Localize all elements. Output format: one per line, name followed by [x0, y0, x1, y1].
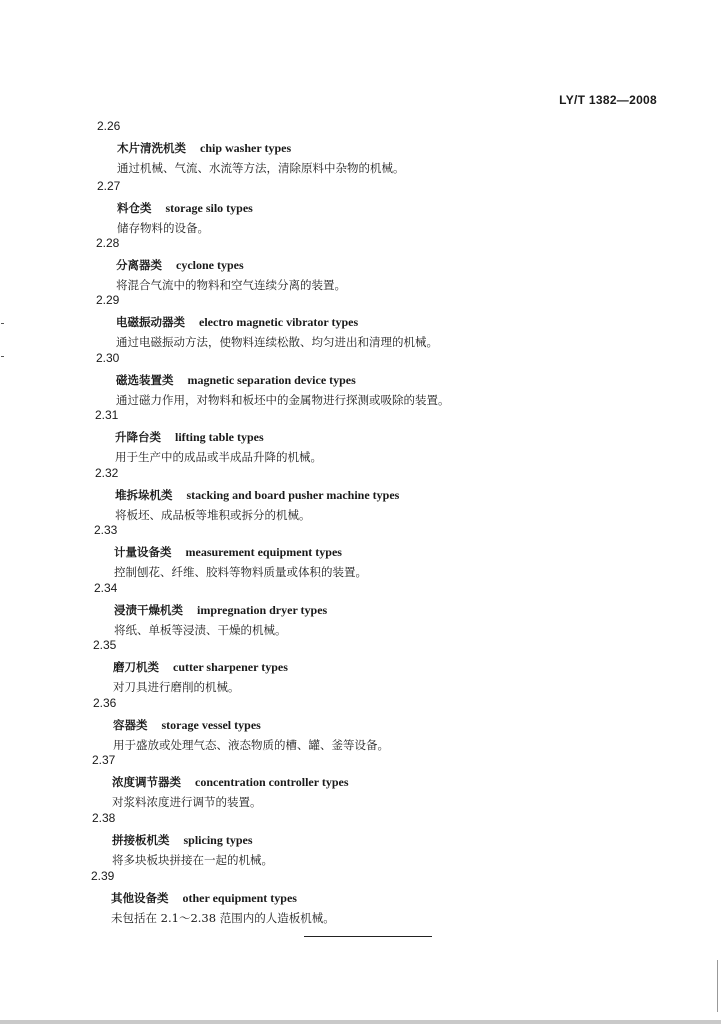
term-definition: 将纸、单板等浸渍、干燥的机械。	[114, 623, 287, 637]
term-english: measurement equipment types	[185, 545, 342, 559]
term-heading	[112, 774, 349, 790]
term-number: 2.35	[93, 638, 117, 652]
term-chinese: 磨刀机类	[113, 660, 159, 674]
standard-code-header: LY/T 1382—2008	[559, 93, 657, 107]
term-definition: 对浆料浓度进行调节的装置。	[112, 795, 262, 809]
term-english: splicing types	[183, 833, 253, 847]
term-english: storage silo types	[165, 201, 253, 215]
term-english: cutter sharpener types	[173, 660, 288, 674]
term-chinese: 磁选装置类	[116, 373, 174, 387]
term-english: electro magnetic vibrator types	[199, 315, 359, 329]
term-chinese: 浸渍干燥机类	[114, 603, 183, 617]
term-number: 2.34	[94, 581, 118, 595]
scan-edge-mark	[1, 323, 4, 324]
term-english: magnetic separation device types	[187, 373, 356, 387]
scan-edge-mark	[1, 356, 4, 357]
term-english: lifting table types	[175, 430, 264, 444]
term-english: impregnation dryer types	[197, 603, 328, 617]
term-english: concentration controller types	[195, 775, 349, 789]
term-number: 2.30	[96, 351, 120, 365]
term-heading	[113, 659, 288, 675]
term-chinese: 其他设备类	[111, 891, 169, 905]
term-number: 2.38	[92, 811, 116, 825]
term-english: stacking and board pusher machine types	[186, 488, 400, 502]
term-definition: 用于生产中的成品或半成品升降的机械。	[115, 450, 322, 464]
term-heading	[115, 487, 399, 503]
term-heading	[115, 429, 264, 445]
term-chinese: 计量设备类	[114, 545, 172, 559]
term-number: 2.39	[91, 869, 115, 883]
term-english: other equipment types	[182, 891, 297, 905]
term-heading	[111, 890, 297, 906]
scan-edge-mark	[717, 960, 718, 1012]
term-definition: 储存物料的设备。	[117, 221, 209, 235]
term-heading	[117, 200, 253, 216]
term-number: 2.32	[95, 466, 119, 480]
term-heading	[116, 257, 244, 273]
scan-bottom-edge	[0, 1020, 721, 1024]
term-number: 2.28	[96, 236, 120, 250]
term-definition: 对刀具进行磨削的机械。	[113, 680, 240, 694]
end-rule	[304, 936, 432, 937]
term-chinese: 木片清洗机类	[117, 141, 186, 155]
term-heading	[114, 602, 327, 618]
term-definition: 通过机械、气流、水流等方法，清除原料中杂物的机械。	[117, 161, 405, 175]
term-heading	[117, 140, 291, 156]
term-definition: 控制刨花、纤维、胶料等物料质量或体积的装置。	[114, 565, 367, 579]
term-heading	[114, 544, 342, 560]
term-number: 2.26	[97, 119, 121, 133]
term-definition: 将混合气流中的物料和空气连续分离的装置。	[116, 278, 346, 292]
term-number: 2.33	[94, 523, 118, 537]
term-definition: 用于盛放或处理气态、液态物质的槽、罐、釜等设备。	[113, 738, 389, 752]
term-chinese: 料仓类	[117, 201, 152, 215]
term-heading	[113, 717, 261, 733]
term-chinese: 堆拆垛机类	[115, 488, 173, 502]
term-definition: 未包括在 2.1～2.38 范围内的人造板机械。	[111, 911, 335, 925]
term-chinese: 容器类	[113, 718, 148, 732]
term-definition: 将板坯、成品板等堆积或拆分的机械。	[115, 508, 311, 522]
term-definition: 通过磁力作用，对物料和板坯中的金属物进行探测或吸除的装置。	[116, 393, 450, 407]
term-heading	[112, 832, 253, 848]
term-chinese: 电磁振动器类	[116, 315, 185, 329]
term-number: 2.31	[95, 408, 119, 422]
term-definition: 通过电磁振动方法，使物料连续松散、均匀进出和清理的机械。	[116, 335, 438, 349]
term-english: storage vessel types	[161, 718, 261, 732]
term-heading	[116, 372, 356, 388]
term-english: cyclone types	[176, 258, 244, 272]
term-english: chip washer types	[200, 141, 292, 155]
term-number: 2.36	[93, 696, 117, 710]
term-chinese: 浓度调节器类	[112, 775, 181, 789]
term-number: 2.37	[92, 753, 116, 767]
term-number: 2.27	[97, 179, 121, 193]
term-definition: 将多块板块拼接在一起的机械。	[112, 853, 273, 867]
term-chinese: 分离器类	[116, 258, 162, 272]
term-chinese: 升降台类	[115, 430, 161, 444]
term-heading	[116, 314, 358, 330]
term-chinese: 拼接板机类	[112, 833, 170, 847]
term-number: 2.29	[96, 293, 120, 307]
